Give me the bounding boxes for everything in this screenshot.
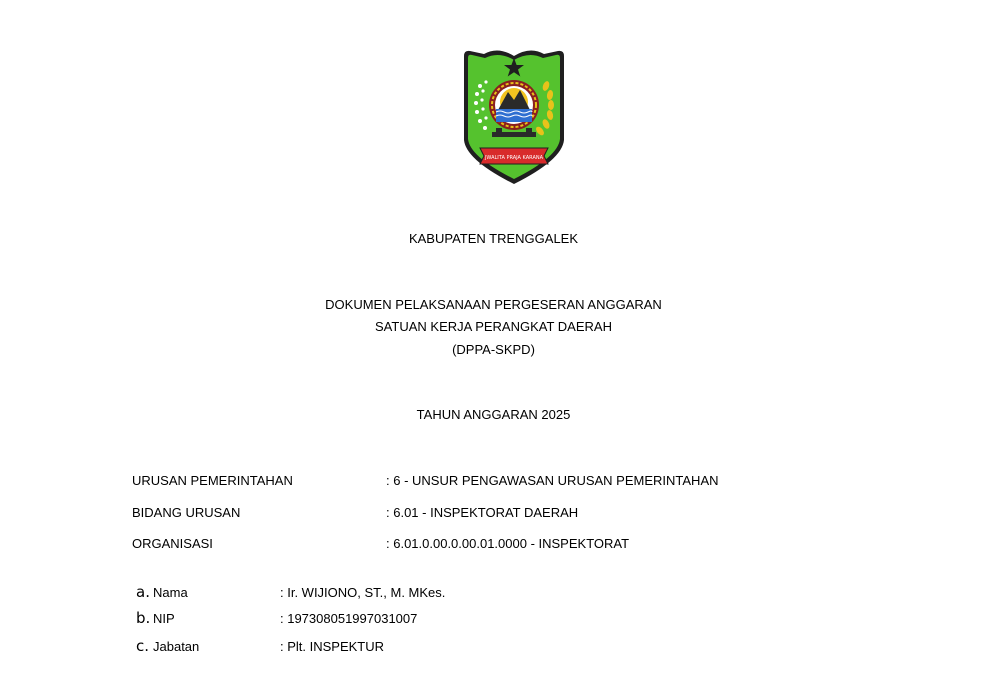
document-title-line-1: DOKUMEN PELAKSANAAN PERGESERAN ANGGARAN [325, 297, 662, 312]
official-label-nip: NIP [153, 611, 175, 626]
document-title-line-2: SATUAN KERJA PERANGKAT DAERAH [375, 319, 612, 334]
list-marker-c: c. [136, 637, 150, 655]
official-label-nama: Nama [153, 585, 188, 600]
document-abbreviation: (DPPA-SKPD) [452, 342, 535, 357]
emblem-ribbon-text: JWALITA PRAJA KARANA [484, 155, 544, 161]
official-label-jabatan: Jabatan [153, 639, 200, 654]
info-label-organisasi: ORGANISASI [132, 536, 213, 551]
info-value-bidang: : 6.01 - INSPEKTORAT DAERAH [386, 505, 579, 520]
region-title: KABUPATEN TRENGGALEK [408, 231, 579, 246]
info-label-bidang: BIDANG URUSAN [132, 505, 241, 520]
official-value-jabatan: : Plt. INSPEKTUR [280, 639, 385, 654]
official-value-nip: : 197308051997031007 [280, 611, 418, 626]
info-value-urusan: : 6 - UNSUR PENGAWASAN URUSAN PEMERINTAHAN [386, 473, 719, 488]
info-label-urusan: URUSAN PEMERINTAHAN [132, 473, 293, 488]
official-value-nama: : Ir. WIJIONO, ST., M. MKes. [280, 585, 446, 600]
info-value-organisasi: : 6.01.0.00.0.00.01.0000 - INSPEKTORAT [386, 536, 630, 551]
list-marker-a: a. [136, 583, 150, 601]
list-marker-b: b. [136, 609, 151, 627]
fiscal-year: TAHUN ANGGARAN 2025 [416, 407, 571, 422]
kabupaten-trenggalek-emblem-icon [458, 48, 570, 186]
